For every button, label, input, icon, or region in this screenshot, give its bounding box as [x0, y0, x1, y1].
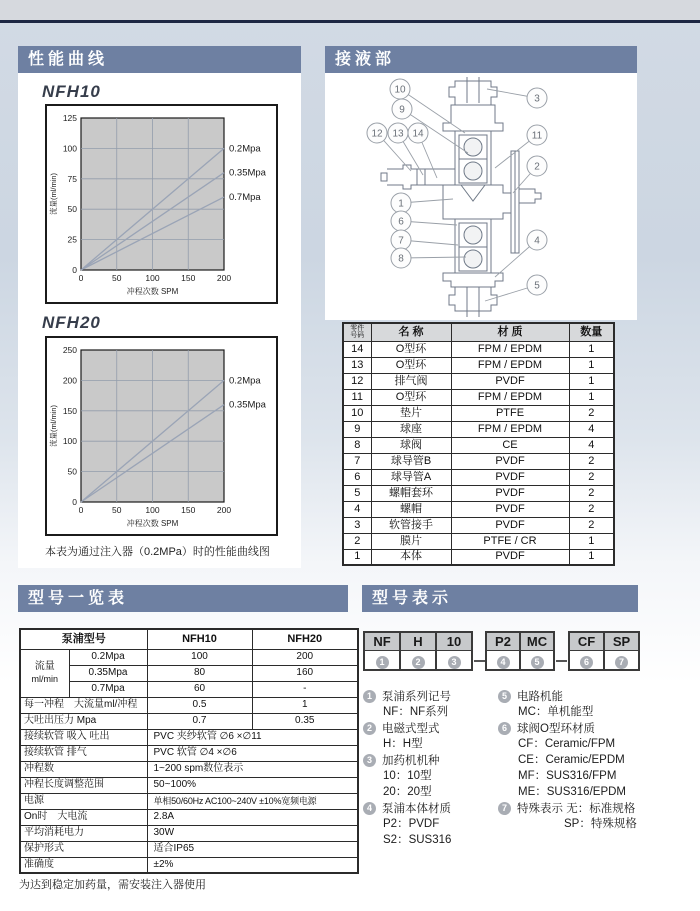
- top-strip: [0, 0, 700, 20]
- spec-cell: 0.5: [147, 697, 252, 713]
- code-cell-H: H: [399, 631, 437, 651]
- spec-cell: 0.35: [252, 713, 358, 729]
- code-position-cell: [485, 650, 521, 671]
- spec-header-cell: 泵浦型号: [20, 629, 147, 649]
- svg-text:0: 0: [78, 273, 84, 283]
- parts-header-cell: 零件 号码: [343, 323, 371, 341]
- parts-cell: 9: [343, 421, 371, 437]
- legend-item: [498, 688, 683, 720]
- svg-text:150: 150: [181, 273, 196, 283]
- position-number-badge: 4: [497, 656, 510, 669]
- spec-label: 接续软管 吸入 吐出: [20, 729, 147, 745]
- parts-cell: 膜片: [371, 533, 451, 549]
- designation-legend-left: [363, 688, 503, 848]
- svg-text:50: 50: [67, 466, 77, 477]
- parts-cell: 球导管B: [371, 453, 451, 469]
- callout-8: [391, 248, 411, 268]
- code-position-cell: [435, 650, 473, 671]
- spec-flow-row: [20, 681, 358, 697]
- spec-value: PVC 夹纱软管 ∅6 ×∅11: [147, 729, 358, 745]
- spec-header-cell: NFH10: [147, 629, 252, 649]
- parts-cell: 3: [343, 517, 371, 533]
- parts-header-cell: 材 质: [451, 323, 569, 341]
- parts-cell: PTFE: [451, 405, 569, 421]
- parts-cell: 1: [569, 549, 614, 565]
- spec-row: [20, 697, 358, 713]
- chart-nfh20: [45, 336, 278, 536]
- parts-cell: 6: [343, 469, 371, 485]
- legend-item: [363, 752, 503, 800]
- parts-cell: 1: [343, 549, 371, 565]
- code-position-cell: [363, 650, 401, 671]
- spec-value: 50~100%: [147, 777, 358, 793]
- callout-1: [391, 193, 411, 213]
- svg-text:1: 1: [398, 198, 404, 210]
- svg-text:8: 8: [398, 253, 404, 265]
- parts-cell: 2: [569, 405, 614, 421]
- parts-header-cell: 名 称: [371, 323, 451, 341]
- spec-table: [19, 628, 359, 874]
- spec-row: [20, 841, 358, 857]
- parts-table-row: [343, 421, 614, 437]
- parts-cell: O型环: [371, 341, 451, 357]
- spec-label: 平均消耗电力: [20, 825, 147, 841]
- svg-text:100: 100: [62, 143, 77, 154]
- parts-cell: PVDF: [451, 501, 569, 517]
- parts-cell: 10: [343, 405, 371, 421]
- code-cell-SP: SP: [603, 631, 640, 651]
- parts-cell: PVDF: [451, 549, 569, 565]
- callout-10: [390, 79, 410, 99]
- performance-caption: 本表为通过注入器（0.2MPa）时的性能曲线图: [45, 546, 270, 558]
- spec-row: [20, 729, 358, 745]
- parts-table-row: [343, 373, 614, 389]
- position-number-badge: 2: [412, 656, 425, 669]
- svg-text:100: 100: [145, 505, 160, 515]
- legend-title-text: 泵浦系列记号: [382, 691, 451, 703]
- series-label: 0.2Mpa: [229, 143, 261, 155]
- parts-table-row: [343, 453, 614, 469]
- parts-cell: 1: [569, 357, 614, 373]
- section-header-performance: 性能曲线: [18, 46, 301, 73]
- svg-text:12: 12: [371, 128, 383, 140]
- designation-legend-right: [498, 688, 683, 832]
- callout-5: [527, 275, 547, 295]
- x-axis-label: 冲程次数 SPM: [126, 519, 179, 528]
- svg-text:3: 3: [534, 93, 540, 105]
- callout-13: [388, 123, 408, 143]
- callout-4: [527, 230, 547, 250]
- parts-table: [342, 322, 615, 566]
- spec-flow-label: 流量 ml/min: [20, 649, 69, 697]
- spec-row: [20, 713, 358, 729]
- spec-label: 准确度: [20, 857, 147, 873]
- legend-item: [363, 688, 503, 720]
- parts-cell: 球阀: [371, 437, 451, 453]
- code-dash: [556, 660, 567, 662]
- parts-cell: 1: [569, 389, 614, 405]
- legend-line: SP：特殊规格: [564, 818, 637, 830]
- legend-title: [498, 720, 683, 736]
- position-number-badge: 5: [531, 656, 544, 669]
- parts-cell: FPM / EPDM: [451, 421, 569, 437]
- legend-line: ME：SUS316/EPDM: [518, 786, 627, 798]
- series-label: 0.35Mpa: [229, 399, 266, 411]
- chart-svg: [47, 106, 276, 302]
- legend-title-text: 电路机能: [517, 691, 563, 703]
- parts-cell: 14: [343, 341, 371, 357]
- spec-value: PVC 软管 ∅4 ×∅6: [147, 745, 358, 761]
- series-label: 0.2Mpa: [229, 375, 261, 387]
- callout-11: [527, 125, 547, 145]
- legend-line: H：H型: [383, 738, 423, 750]
- legend-number-badge: 7: [498, 802, 511, 815]
- section-header-wetted: 接液部: [325, 46, 637, 73]
- svg-text:25: 25: [67, 234, 77, 245]
- parts-table-row: [343, 469, 614, 485]
- spec-cell: 160: [252, 665, 358, 681]
- position-number-badge: 1: [376, 656, 389, 669]
- parts-cell: 7: [343, 453, 371, 469]
- spec-cell: 0.7: [147, 713, 252, 729]
- legend-item: [363, 720, 503, 752]
- legend-line: MC：单机能型: [518, 706, 594, 718]
- parts-cell: FPM / EPDM: [451, 357, 569, 373]
- legend-title-text: 特殊表示 无：标准规格: [517, 803, 636, 815]
- svg-text:7: 7: [398, 235, 404, 247]
- parts-cell: 1: [569, 373, 614, 389]
- svg-text:0: 0: [72, 265, 77, 275]
- parts-cell: 5: [343, 485, 371, 501]
- spec-cell: 0.7Mpa: [69, 681, 147, 697]
- legend-line: P2：PVDF: [383, 818, 440, 830]
- legend-title: [363, 688, 503, 704]
- parts-cell: 2: [569, 501, 614, 517]
- spec-cell: 0.35Mpa: [69, 665, 147, 681]
- section-header-model-list: 型号一览表: [18, 585, 348, 612]
- svg-text:50: 50: [112, 505, 122, 515]
- spec-header-cell: NFH20: [252, 629, 358, 649]
- parts-cell: 垫片: [371, 405, 451, 421]
- parts-table-row: [343, 357, 614, 373]
- parts-cell: PVDF: [451, 517, 569, 533]
- svg-text:250: 250: [62, 345, 77, 355]
- parts-header-cell: 数量: [569, 323, 614, 341]
- legend-title-text: 电磁式型式: [382, 723, 440, 735]
- legend-number-badge: 5: [498, 690, 511, 703]
- parts-table-row: [343, 389, 614, 405]
- spec-label: 大吐出压力 Mpa: [20, 713, 147, 729]
- spec-cell: 1: [252, 697, 358, 713]
- svg-text:75: 75: [67, 173, 77, 184]
- svg-text:13: 13: [392, 128, 404, 140]
- legend-line: NF：NF系列: [383, 706, 449, 718]
- spec-footnote: 为达到稳定加药量，需安装注入器使用: [19, 879, 206, 891]
- position-number-badge: 3: [448, 656, 461, 669]
- parts-cell: PTFE / CR: [451, 533, 569, 549]
- callout-12: [367, 123, 387, 143]
- callout-9: [392, 99, 412, 119]
- parts-cell: 2: [343, 533, 371, 549]
- svg-text:100: 100: [145, 273, 160, 283]
- legend-line: CF：Ceramic/FPM: [518, 738, 616, 750]
- svg-text:200: 200: [216, 273, 232, 283]
- parts-cell: PVDF: [451, 373, 569, 389]
- section-header-designation: 型号表示: [362, 585, 638, 612]
- legend-title: [498, 800, 683, 816]
- series-label: 0.35Mpa: [229, 167, 266, 179]
- parts-cell: 4: [569, 437, 614, 453]
- y-axis-label: 流量(ml/min): [49, 172, 58, 216]
- parts-table-row: [343, 533, 614, 549]
- svg-text:4: 4: [534, 235, 540, 247]
- spec-value: 1~200 spm数位表示: [147, 761, 358, 777]
- series-label: 0.7Mpa: [229, 192, 261, 204]
- parts-table-row: [343, 501, 614, 517]
- legend-title: [498, 688, 683, 704]
- code-cell-P2: P2: [485, 631, 521, 651]
- callout-14: [408, 123, 428, 143]
- parts-table-row: [343, 485, 614, 501]
- parts-cell: 排气阀: [371, 373, 451, 389]
- parts-cell: 2: [569, 517, 614, 533]
- spec-label: 保护形式: [20, 841, 147, 857]
- legend-title-text: 加药机机种: [382, 755, 440, 767]
- legend-title: [363, 752, 503, 768]
- parts-cell: 2: [569, 485, 614, 501]
- spec-row: [20, 825, 358, 841]
- svg-text:125: 125: [62, 113, 77, 123]
- wetted-panel: [325, 73, 637, 320]
- parts-table-row: [343, 549, 614, 565]
- spec-label: 每一冲程 大流量ml/冲程: [20, 697, 147, 713]
- parts-cell: CE: [451, 437, 569, 453]
- svg-text:150: 150: [62, 405, 77, 416]
- legend-title: [363, 800, 503, 816]
- legend-number-badge: 1: [363, 690, 376, 703]
- callout-6: [391, 211, 411, 231]
- parts-cell: FPM / EPDM: [451, 389, 569, 405]
- legend-title-text: 球阀O型环材质: [517, 723, 595, 735]
- parts-cell: FPM / EPDM: [451, 341, 569, 357]
- spec-flow-row: [20, 665, 358, 681]
- callout-3: [527, 88, 547, 108]
- legend-title: [363, 720, 503, 736]
- legend-number-badge: 2: [363, 722, 376, 735]
- spec-row: [20, 745, 358, 761]
- svg-text:11: 11: [531, 130, 543, 142]
- chart-svg: [47, 338, 276, 534]
- parts-cell: 2: [569, 469, 614, 485]
- spec-value: 单相50/60Hz AC100~240V ±10%宽频电源: [147, 793, 358, 809]
- code-position-cell: [399, 650, 437, 671]
- legend-line: 10：10型: [383, 770, 432, 782]
- parts-cell: 螺帽: [371, 501, 451, 517]
- parts-cell: 12: [343, 373, 371, 389]
- parts-table-row: [343, 437, 614, 453]
- x-axis-label: 冲程次数 SPM: [126, 287, 179, 296]
- spec-cell: 0.2Mpa: [69, 649, 147, 665]
- parts-cell: O型环: [371, 389, 451, 405]
- legend-number-badge: 6: [498, 722, 511, 735]
- svg-text:14: 14: [412, 128, 424, 140]
- parts-cell: 本体: [371, 549, 451, 565]
- spec-cell: -: [252, 681, 358, 697]
- spec-label: 冲程数: [20, 761, 147, 777]
- legend-item: [498, 800, 683, 832]
- parts-cell: 软管接手: [371, 517, 451, 533]
- spec-row: [20, 857, 358, 873]
- code-cell-10: 10: [435, 631, 473, 651]
- spec-cell: 100: [147, 649, 252, 665]
- spec-value: 2.8A: [147, 809, 358, 825]
- parts-cell: O型环: [371, 357, 451, 373]
- legend-number-badge: 3: [363, 754, 376, 767]
- callout-2: [527, 156, 547, 176]
- pump-cross-section-diagram: [325, 73, 637, 320]
- svg-text:0: 0: [78, 505, 84, 515]
- parts-cell: 4: [569, 421, 614, 437]
- legend-item: [363, 800, 503, 848]
- legend-number-badge: 4: [363, 802, 376, 815]
- svg-text:0: 0: [72, 497, 77, 507]
- svg-text:9: 9: [399, 104, 405, 116]
- legend-item: [498, 720, 683, 800]
- svg-text:5: 5: [534, 280, 540, 292]
- spec-flow-row: [20, 649, 358, 665]
- parts-cell: 螺帽套环: [371, 485, 451, 501]
- svg-text:2: 2: [534, 161, 540, 173]
- spec-label: 电源: [20, 793, 147, 809]
- spec-header-row: [20, 629, 358, 649]
- svg-text:50: 50: [67, 204, 77, 215]
- spec-value: 适合IP65: [147, 841, 358, 857]
- legend-title-text: 泵浦本体材质: [382, 803, 451, 815]
- parts-cell: PVDF: [451, 453, 569, 469]
- spec-row: [20, 809, 358, 825]
- spec-cell: 60: [147, 681, 252, 697]
- parts-table-row: [343, 405, 614, 421]
- code-position-cell: [568, 650, 605, 671]
- svg-text:10: 10: [394, 84, 406, 96]
- code-position-cell: [603, 650, 640, 671]
- parts-cell: 11: [343, 389, 371, 405]
- svg-text:200: 200: [216, 505, 232, 515]
- legend-line: CE：Ceramic/EPDM: [518, 754, 625, 766]
- spec-cell: 200: [252, 649, 358, 665]
- position-number-badge: 7: [615, 656, 628, 669]
- code-dash: [474, 660, 485, 662]
- parts-cell: PVDF: [451, 485, 569, 501]
- spec-value: ±2%: [147, 857, 358, 873]
- parts-cell: 1: [569, 341, 614, 357]
- svg-text:50: 50: [112, 273, 122, 283]
- chart-title-nfh20: NFH20: [42, 313, 101, 332]
- code-cell-NF: NF: [363, 631, 401, 651]
- svg-text:200: 200: [62, 375, 77, 386]
- chart-title-nfh10: NFH10: [42, 82, 101, 101]
- parts-cell: 2: [569, 453, 614, 469]
- parts-cell: 1: [569, 533, 614, 549]
- spec-label: 冲程长度调整范围: [20, 777, 147, 793]
- code-cell-MC: MC: [519, 631, 555, 651]
- spec-row: [20, 761, 358, 777]
- svg-text:6: 6: [398, 216, 404, 228]
- spec-row: [20, 793, 358, 809]
- svg-text:150: 150: [181, 505, 196, 515]
- spec-cell: 80: [147, 665, 252, 681]
- parts-cell: PVDF: [451, 469, 569, 485]
- parts-cell: 8: [343, 437, 371, 453]
- spec-label: 接续软管 排气: [20, 745, 147, 761]
- legend-line: 20：20型: [383, 786, 432, 798]
- parts-cell: 13: [343, 357, 371, 373]
- parts-cell: 球座: [371, 421, 451, 437]
- code-cell-CF: CF: [568, 631, 605, 651]
- divider-line: [0, 20, 700, 23]
- y-axis-label: 流量(ml/min): [49, 404, 58, 448]
- parts-cell: 4: [343, 501, 371, 517]
- spec-row: [20, 777, 358, 793]
- spec-label: On时 大电流: [20, 809, 147, 825]
- parts-cell: 球导管A: [371, 469, 451, 485]
- parts-table-row: [343, 517, 614, 533]
- callout-7: [391, 230, 411, 250]
- legend-line: S2：SUS316: [383, 834, 452, 846]
- legend-line: MF：SUS316/FPM: [518, 770, 617, 782]
- spec-value: 30W: [147, 825, 358, 841]
- parts-table-row: [343, 341, 614, 357]
- position-number-badge: 6: [580, 656, 593, 669]
- code-position-cell: [519, 650, 555, 671]
- chart-nfh10: [45, 104, 278, 304]
- svg-text:100: 100: [62, 436, 77, 447]
